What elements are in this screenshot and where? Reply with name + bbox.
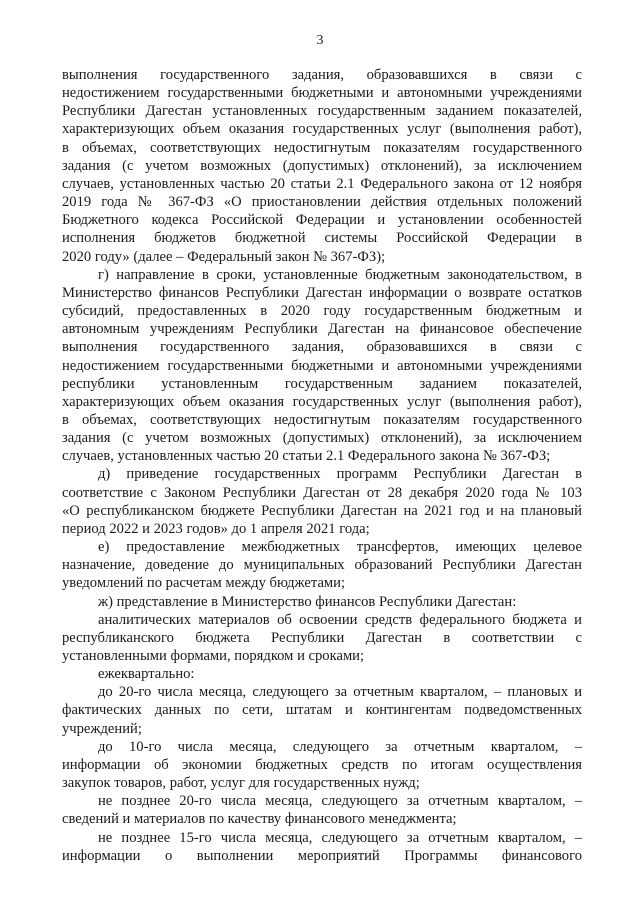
text-line: учреждений; xyxy=(62,720,142,737)
text-line: автономным учреждениям Республики Дагестан на финансовое обеспечение xyxy=(62,321,582,338)
text-line: исполнения бюджетов бюджетной системы Российской Федерации в xyxy=(62,230,582,247)
text-line: ж) представление в Министерство финансов Республики Дагестан: xyxy=(98,593,517,610)
text-line: в объемах, соответствующих недостигнутым показателям государственного xyxy=(62,139,582,156)
text-line: в объемах, соответствующих недостигнутым показателям государственного xyxy=(62,411,582,428)
text-line: информации о выполнении мероприятий Программы финансового xyxy=(62,847,582,864)
text-line: 2019 года № 367-ФЗ «О приостановлении действия отдельных положений xyxy=(62,194,582,211)
text-line: установленными формами, порядком и сроками; xyxy=(62,648,365,664)
document-body xyxy=(62,66,582,865)
text-line: республиканского бюджета Республики Дагестан в соответствии с xyxy=(62,629,582,646)
page-number: 3 xyxy=(316,33,324,48)
text-line: 2020 году» (далее – Федеральный закон № 367-ФЗ); xyxy=(62,248,386,265)
text-line: фактических данных по сети, штатам и контингентам подведомственных xyxy=(62,702,582,719)
text-line: Министерство финансов Республики Дагестан информации о возврате остатков xyxy=(62,284,582,301)
text-line: соответствие с Законом Республики Дагестан от 28 декабря 2020 года № 103 xyxy=(62,484,582,501)
text-line: до 20-го числа месяца, следующего за отчетным кварталом, – плановых и xyxy=(98,684,582,701)
text-line: республики установленным государственным заданием показателей, xyxy=(62,375,582,392)
text-line: закупок товаров, работ, услуг для государственных нужд; xyxy=(62,775,420,792)
text-line: выполнения государственного задания, образовавшихся в связи с xyxy=(62,67,582,83)
text-line: характеризующих объем оказания государственных услуг (выполнения работ), xyxy=(62,393,582,410)
text-line: е) предоставление межбюджетных трансфертов, имеющих целевое xyxy=(98,539,582,556)
text-line: недостижением государственными бюджетными и автономными учреждениями xyxy=(62,357,582,374)
text-line: задания (с учетом возможных (допустимых) отклонений), за исключением xyxy=(62,430,582,447)
text-line: аналитических материалов об освоении средств федерального бюджета и xyxy=(98,611,582,628)
text-line: ежеквартально: xyxy=(98,666,195,683)
text-line: уведомлений по расчетам между бюджетами; xyxy=(62,575,346,592)
text-line: не позднее 15-го числа месяца, следующего за отчетным кварталом, – xyxy=(98,829,582,846)
text-line: период 2022 и 2023 годов» до 1 апреля 2021 года; xyxy=(62,520,370,537)
text-line: г) направление в сроки, установленные бюджетным законодательством, в xyxy=(98,266,582,283)
text-line: д) приведение государственных программ Республики Дагестан в xyxy=(98,466,582,483)
text-line: выполнения государственного задания, образовавшихся в связи с xyxy=(62,339,582,356)
text-line: информации об экономии бюджетных средств по итогам осуществления xyxy=(62,756,582,773)
text-line: Бюджетного кодекса Российской Федерации и установлении особенностей xyxy=(62,212,582,229)
text-line: субсидий, предоставленных в 2020 году государственным бюджетным и xyxy=(62,303,582,320)
text-line: недостижением государственными бюджетными и автономными учреждениями xyxy=(62,85,582,102)
text-line: не позднее 20-го числа месяца, следующего за отчетным кварталом, – xyxy=(98,793,582,810)
text-line: задания (с учетом возможных (допустимых) отклонений), за исключением xyxy=(62,157,582,174)
text-line: случаев, установленных частью 20 статьи 2.1 Федерального закона № 367-ФЗ; xyxy=(62,448,551,465)
text-line: до 10-го числа месяца, следующего за отчетным кварталом, – xyxy=(98,738,582,755)
text-line: случаев, установленных частью 20 статьи 2.1 Федерального закона от 12 ноября xyxy=(62,175,582,192)
text-line: назначение, доведение до муниципальных образований Республики Дагестан xyxy=(62,557,582,574)
text-line: «О республиканском бюджете Республики Дагестан на 2021 год и на плановый xyxy=(62,502,582,519)
text-line: характеризующих объем оказания государственных услуг (выполнения работ), xyxy=(62,121,582,138)
text-line: Республики Дагестан установленных государственным заданием показателей, xyxy=(62,103,582,120)
text-line: сведений и материалов по качеству финансового менеджмента; xyxy=(62,811,457,828)
